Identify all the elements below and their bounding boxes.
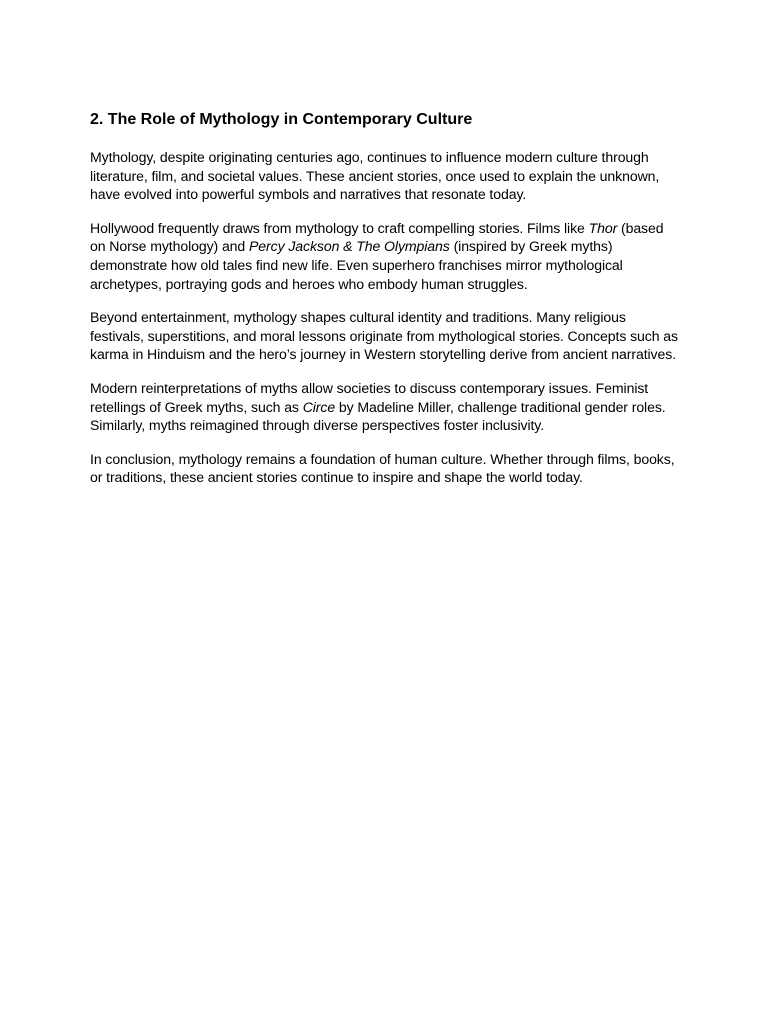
- paragraph-conclusion: In conclusion, mythology remains a foundation of human culture. Whether through films, books, or traditions, these ancient stories continue to inspire and shape the world today.: [90, 450, 675, 486]
- section-heading: 2. The Role of Mythology in Contemporary Culture: [90, 111, 473, 128]
- paragraph-text: (based on Norse mythology) and: [90, 219, 664, 255]
- paragraph-introduction: Mythology, despite originating centuries ago, continues to influence modern culture through literature, film, and societal values. These ancient stories, once used to explain the unknown, have evolved into powerful symbols and narratives that resonate today.: [90, 149, 660, 203]
- paragraph-reinterpretations: [90, 379, 678, 435]
- paragraph-text: Hollywood frequently draws from mythology to craft compelling stories. Films like: [90, 219, 589, 236]
- film-title-percy-jackson: Percy Jackson & The Olympians: [248, 238, 450, 255]
- film-title-thor: Thor: [588, 219, 618, 236]
- book-title-circe: Circe: [302, 398, 336, 415]
- paragraph-text: by Madeline Miller, challenge traditional gender roles. Similarly, myths reimagined through diverse perspectives foster inclusivity.: [90, 398, 666, 434]
- paragraph-hollywood: [90, 219, 678, 293]
- paragraph-cultural-identity: Beyond entertainment, mythology shapes cultural identity and traditions. Many religious festivals, superstitions, and moral lessons originate from mythological stories. Concepts such as karma in Hinduism and the hero’s journey in Western storytelling derive from ancient narratives.: [90, 309, 678, 363]
- paragraph-text: (inspired by Greek myths) demonstrate how old tales find new life. Even superhero franchises mirror mythological archetypes, portraying gods and heroes who embody human struggles.: [90, 238, 623, 292]
- paragraph-text: Modern reinterpretations of myths allow societies to discuss contemporary issues. Feminist retellings of Greek myths, such as: [90, 379, 649, 415]
